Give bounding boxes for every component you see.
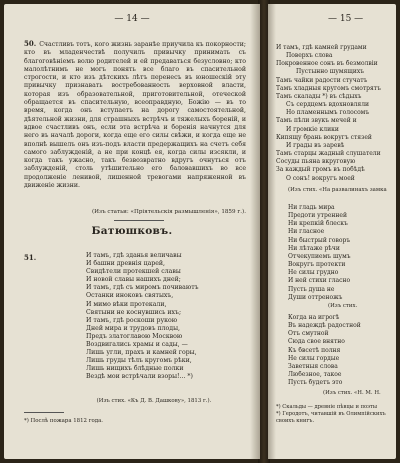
poem-line: И тамъ, гдѣ съ миромъ почиваютъ (86, 284, 199, 292)
poem-line: И ней стихи гласно (288, 277, 351, 285)
entry-51-attribution: (Изъ стих. «Къ Д. В. Дашкову», 1813 г.). (96, 398, 212, 404)
poem-line: Тамъ пѣли звукъ мечей и (276, 117, 357, 125)
poem-line: И башни древнія царей, (86, 260, 166, 268)
poem-line: Свидѣтели протекшей славы (86, 268, 181, 276)
poem-line: И тамъ, гдѣ камней грудами (276, 44, 367, 51)
entry-50-attribution: (Изъ статьи: «Пріятельскія размышленія», 1859 г.). (91, 209, 246, 215)
poem-line: Вездѣ мои встрѣчали взоры!... *) (86, 373, 193, 381)
poem-line: И громкіе клики (286, 125, 339, 133)
entry-50-text: Счастливъ тотъ, кого жизнь заранѣе приучила къ покорности; кто въ младенчествѣ получилъ привычку принимать съ благоговѣніемъ волю родителей и ей предаваться безусловно; кто малолѣтнимъ не могъ понять все благо въ спасительной строгости, и кто изъ дѣтскихъ лѣтъ перенесъ въ юношескій эту привычку признавать востребованность верховной власти, которая изъ образовательной, приготовительной, отеческой обращается въ спасительную, всеоправдную, Божію — въ то время, когда онъ вступаетъ на дорогу самостоятельной, дѣятельной жизни, для страшныхъ встрѣчъ и тяжелыхъ бореній, и вдвое счастливъ онъ, если эта встрѣча и боренія начнутся для него въ началѣ дороги, когда еще его силы свѣжи, и когда еще не вполнѣ вышелъ онъ изъ-подъ власти предержащихъ на счетъ себя самого заблужденій, а не при концѣ ея, когда силы изсякли, и когда такъ ужасно, такъ безвозвратно вдругъ очнуться отъ заблужденій, столь утѣшительно его баловавшихъ во все продолженіе ленивой, лишенной тревогами напряженной въ движеніе жизни. (24, 41, 246, 190)
poem-line: Не силы грудно (288, 269, 339, 277)
right-poem-c (288, 314, 396, 387)
poem-line: Когда на игрогѣ (288, 314, 340, 321)
right-page (268, 4, 396, 459)
poem-line: И тамъ, гдѣ зданья величавы (86, 252, 182, 259)
poem-line: Ни крепкій блескъ (288, 220, 348, 228)
poem-line: Тамъ хладныя кругомъ смотрятъ (276, 84, 381, 92)
poem-line: И тамъ, гдѣ роскоши рукою (86, 316, 178, 324)
poem-line: Къ бвсетѣ полня (288, 346, 341, 354)
footnote: *) Послѣ пожара 1812 года. (24, 418, 104, 424)
poem-line: Святыни не коснувшись ихъ; (86, 308, 182, 316)
poem-line: Души оттреножъ (288, 293, 343, 301)
poem-line: Предоти утренней (288, 212, 347, 220)
right-poem-a-attribution: (Изъ стих. «На развалинахъ замка (288, 187, 387, 193)
entry-51-poem (86, 252, 256, 382)
poem-line: Лишь угли, прахъ и камней горы, (86, 349, 197, 357)
poem-line: Ни гласное (288, 228, 325, 236)
right-footnotes (276, 404, 391, 425)
right-poem-b (288, 204, 396, 302)
poem-line: Ни гладь мира (288, 204, 335, 211)
poem-line: И грады въ заревѣ (286, 141, 345, 149)
entry-50 (24, 40, 246, 190)
entry-50-number: 50. (24, 39, 37, 48)
poem-line: За каждый громъ въ побѣдѣ (276, 166, 365, 174)
poem-line: Пусть будетъ это (288, 379, 343, 387)
right-poem-a (276, 44, 396, 183)
poem-line: О сонъ! вокругъ моей (286, 174, 355, 182)
poem-line: Пустынно шумящихъ (296, 68, 365, 76)
poem-line: Останки иноковъ святыхъ, (86, 292, 174, 300)
poem-line: И новой славы нашихъ дней; (86, 276, 181, 284)
poem-line: Пусть душа не (288, 285, 335, 293)
poem-line: Лишь нищихъ блѣдные полки (86, 365, 184, 373)
footnote-rule (24, 412, 64, 413)
left-page (4, 4, 260, 459)
poem-line: Но пламеннымъ голосомъ (286, 109, 370, 117)
poem-line: Сюда свое внятно (288, 338, 345, 346)
left-page-number: — 14 — (114, 14, 150, 24)
poem-line: Тамъ чайки радости стучатъ (276, 76, 368, 84)
poem-line: Въ надеждѣ радостной (288, 322, 361, 330)
poem-line: И мимо вѣки протекали, (86, 300, 167, 308)
poem-line: Заветныя слова (288, 362, 338, 370)
poem-line: Дней мира и трудовъ плоды, (86, 324, 180, 332)
poem-line: Съ сердцемъ вдохновляли (286, 101, 370, 109)
section-divider (114, 220, 164, 221)
poem-line: Лишь груды тѣлъ кругомъ рѣки, (86, 357, 192, 365)
poem-line: Любезное, такое (288, 371, 342, 379)
poem-line: Тамъ скалады *) въ сѣдыхъ (276, 92, 362, 100)
poem-line: Ни быстрый говоръ (288, 236, 351, 244)
right-page-number: — 15 — (328, 14, 364, 24)
entry-51-number: 51. (24, 253, 37, 262)
poem-line: Тамъ старцы жадный слушатели (276, 150, 381, 158)
poem-line: Вокругъ протекти (288, 261, 346, 269)
poem-line: Не силы гордые (288, 354, 340, 362)
poem-line: Сосуды пьяна вкруговую (276, 158, 356, 166)
footnote: *) Геродотъ, читавшій въ Олимпійскихъ своихъ книгъ. (276, 411, 386, 424)
right-poem-b-attribution: (Изъ стих. (328, 303, 358, 309)
poem-line: Покровенное сонъ въ безмолвіи (276, 60, 378, 68)
section-heading: Батюшковъ. (91, 225, 173, 237)
right-poem-c-attribution: (Изъ стих. «Н. М. Н. (323, 390, 381, 396)
poem-line: Отчекупиемъ шумъ (288, 252, 351, 260)
poem-line: Предъ златоглавою Москвою (86, 332, 183, 340)
poem-line: Воздвигались храмы и сады, — (86, 341, 188, 349)
poem-line: Поверхъ слова (286, 52, 333, 60)
footnote: *) Скальды — древніе пѣвцы и поэты (276, 404, 378, 410)
poem-line: Кипящу брань вокругъ стязей (276, 133, 372, 141)
poem-line: Отъ смутной (288, 330, 329, 338)
poem-line: Ни лѣтаже рѣчи (288, 244, 340, 252)
